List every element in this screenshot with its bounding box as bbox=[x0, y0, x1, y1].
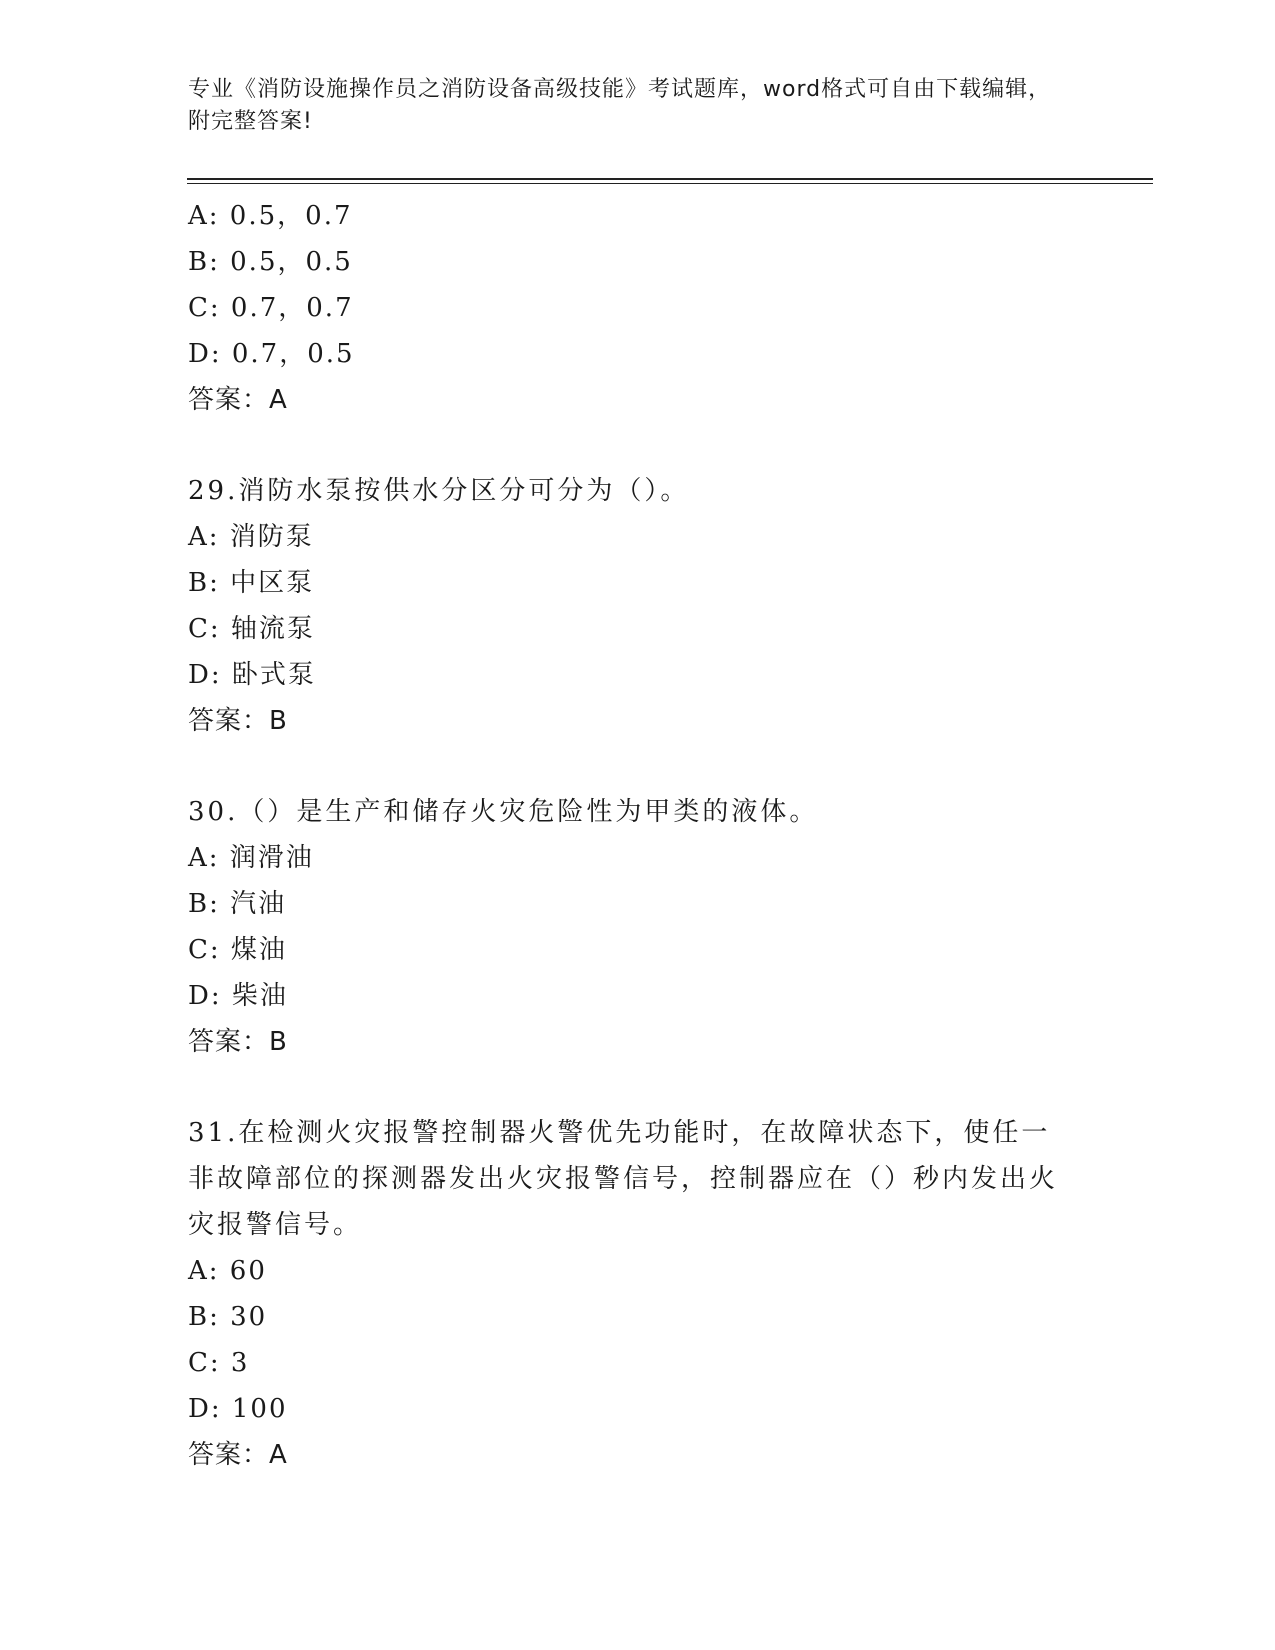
document-header: 专业《消防设施操作员之消防设备高级技能》考试题库，word格式可自由下载编辑，附完整答案! bbox=[188, 77, 1052, 134]
option-b: B: 0.5，0.5 bbox=[188, 247, 353, 277]
option-c: C: 3 bbox=[188, 1348, 250, 1378]
option-b: B: 中区泵 bbox=[188, 568, 315, 598]
question-30 bbox=[188, 789, 1088, 1065]
question-stem: 31.在检测火灾报警控制器火警优先功能时，在故障状态下，使任一非故障部位的探测器发出火灾报警信号，控制器应在（）秒内发出火灾报警信号。 bbox=[188, 1118, 1059, 1240]
answer-line: 答案：B bbox=[188, 706, 288, 736]
option-c: C: 煤油 bbox=[188, 935, 287, 965]
header-divider bbox=[187, 178, 1153, 180]
option-d: D: 卧式泵 bbox=[188, 660, 316, 690]
answer-line: 答案：A bbox=[188, 1440, 288, 1470]
option-a: A: 0.5，0.7 bbox=[188, 201, 353, 231]
question-29 bbox=[188, 468, 1088, 744]
option-b: B: 30 bbox=[188, 1302, 268, 1332]
question-stem: 30.（）是生产和储存火灾危险性为甲类的液体。 bbox=[188, 797, 819, 827]
question-28-partial bbox=[188, 193, 1088, 423]
option-d: D: 柴油 bbox=[188, 981, 288, 1011]
option-d: D: 100 bbox=[188, 1394, 288, 1424]
option-a: A: 60 bbox=[188, 1256, 267, 1286]
option-c: C: 0.7，0.7 bbox=[188, 293, 354, 323]
answer-line: 答案：A bbox=[188, 385, 288, 415]
header-divider-thin bbox=[187, 183, 1153, 184]
option-a: A: 润滑油 bbox=[188, 843, 314, 873]
option-a: A: 消防泵 bbox=[188, 522, 314, 552]
question-list bbox=[188, 193, 1088, 1478]
question-stem: 29.消防水泵按供水分区分可分为（）。 bbox=[188, 476, 690, 506]
answer-line: 答案：B bbox=[188, 1027, 288, 1057]
option-d: D: 0.7，0.5 bbox=[188, 339, 355, 369]
question-31 bbox=[188, 1110, 1088, 1478]
option-c: C: 轴流泵 bbox=[188, 614, 315, 644]
option-b: B: 汽油 bbox=[188, 889, 287, 919]
